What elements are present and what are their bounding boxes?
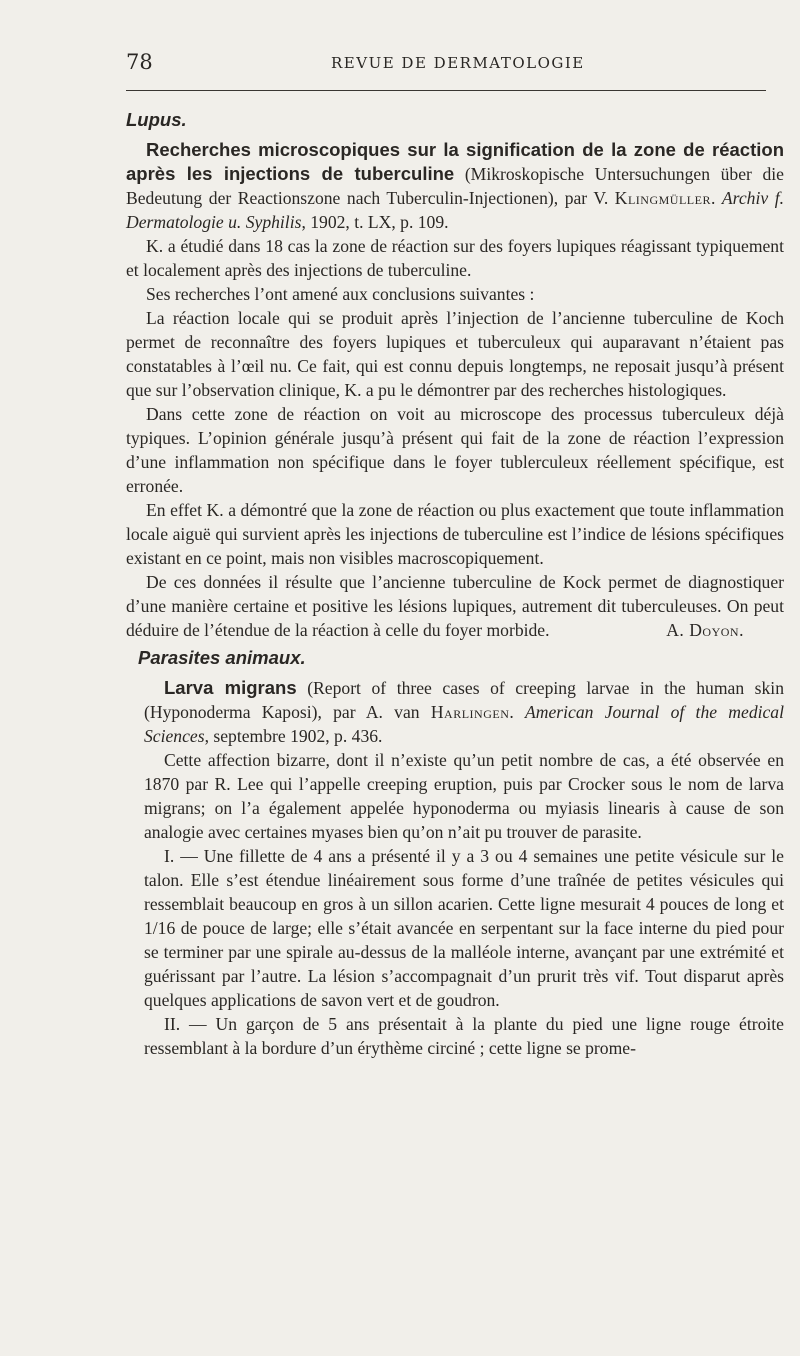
author-name: Harlingen <box>430 702 510 722</box>
section-parasites <box>144 676 784 1060</box>
header-rule <box>126 90 766 91</box>
reference-citation: , 1902, t. LX, p. 109. <box>301 212 449 232</box>
running-title: REVUE DE DERMATOLOGIE <box>331 54 585 72</box>
paragraph: I. — Une fillette de 4 ans a présenté il y a 3 ou 4 semaines une petite vésicule sur le talon. Elle s’est étendue linéairement sous forme d’une traînée de petites vésicules qui ressemblait beaucoup en gros à un sillon acarien. Cette ligne mesurait 4 pouces de long et 1/16 de pouce de large; elle s’était avancée en serpentant sur la face interne du pied pour se terminer par une spirale au-dessus de la malléole interne, avançant par une extrémité et guérissant par l’autre. La lésion s’accompagnait d’un prurit très vif. Tout disparut après quelques applications de savon vert et de goudron. <box>144 846 784 1010</box>
article-body <box>126 108 784 1060</box>
page-header <box>126 50 766 78</box>
reference-entry <box>126 138 784 234</box>
paragraph: Cette affection bizarre, dont il n’existe qu’un petit nombre de cas, a été observée en 1870 par R. Lee qui l’appelle creeping eruption, puis par Crocker sous le nom de larva migrans; on l’a également appelée hyponoderma ou myiasis linearis à cause de son analogie avec certaines myases bien qu’on n’ait pu trouver de parasite. <box>144 750 784 842</box>
paragraph: La réaction locale qui se produit après l’injection de l’ancienne tuberculine de Koch permet de reconnaître des foyers lupiques et tuberculeux qui auparavant n’étaient pas constatables à l’œil nu. Ce fait, qui est connu depuis longtemps, ne reposait jusqu’à présent que sur l’observation clinique, K. a pu le démontrer par des recherches histologiques. <box>126 308 784 400</box>
author-name: Klingmüller <box>614 188 711 208</box>
paragraph: En effet K. a démontré que la zone de réaction ou plus exactement que toute inflammation locale aiguë qui survient après les injections de tuberculine est l’indice de lésions spécifiques existant en ce point, mais non visibles macroscopiquement. <box>126 500 784 568</box>
paragraph: Dans cette zone de réaction on voit au microscope des processus tuberculeux déjà typiques. L’opinion générale jusqu’à présent qui fait de la zone de réaction l’expression d’une inflammation non spécifique dans le foyer tublerculeux réellement spécifique, est erronée. <box>126 404 784 496</box>
paragraph: K. a étudié dans 18 cas la zone de réaction sur des foyers lupiques réagissant typiquement et localement après des injections de tuberculine. <box>126 236 784 280</box>
reviewer-signature: A. Doyon. <box>666 620 744 640</box>
reference-text: (Mikroskopische Untersuchungen über die Bedeutung der Reactionszone nach Tuberculin-Injectionen), par V. <box>126 164 784 208</box>
journal-name: American Journal of the medical Sciences <box>144 702 784 746</box>
reference-entry <box>144 676 784 748</box>
reference-text: (Report of three cases of creeping larvae in the human skin (Hyponoderma Kaposi), par A. van <box>144 678 784 722</box>
paragraph-text: De ces données il résulte que l’ancienne tuberculine de Kock permet de diagnostiquer d’une manière certaine et positive les lésions lupiques, autrement dit tuberculeuses. On peut déduire de l’étendue de la réaction à celle du foyer morbide. <box>126 572 784 640</box>
reference-separator: . <box>509 702 526 722</box>
section-heading-parasites: Parasites animaux. <box>138 647 306 668</box>
article-title: Recherches microscopiques sur la signification de la zone de réaction après les injections de tuberculine <box>126 139 784 184</box>
paragraph-with-signature <box>126 570 784 642</box>
article-title: Larva migrans <box>164 677 297 698</box>
paragraph: Ses recherches l’ont amené aux conclusions suivantes : <box>146 284 535 304</box>
paragraph: II. — Un garçon de 5 ans présentait à la plante du pied une ligne rouge étroite ressemblant à la bordure d’un érythème circiné ; cette ligne se prome- <box>144 1014 784 1058</box>
reference-citation: , septembre 1902, p. 436. <box>204 726 383 746</box>
section-heading-lupus: Lupus. <box>126 109 187 130</box>
journal-name: Archiv f. Dermatologie u. Syphilis <box>126 188 784 232</box>
reference-separator: . <box>710 188 722 208</box>
page-number: 78 <box>126 50 153 74</box>
